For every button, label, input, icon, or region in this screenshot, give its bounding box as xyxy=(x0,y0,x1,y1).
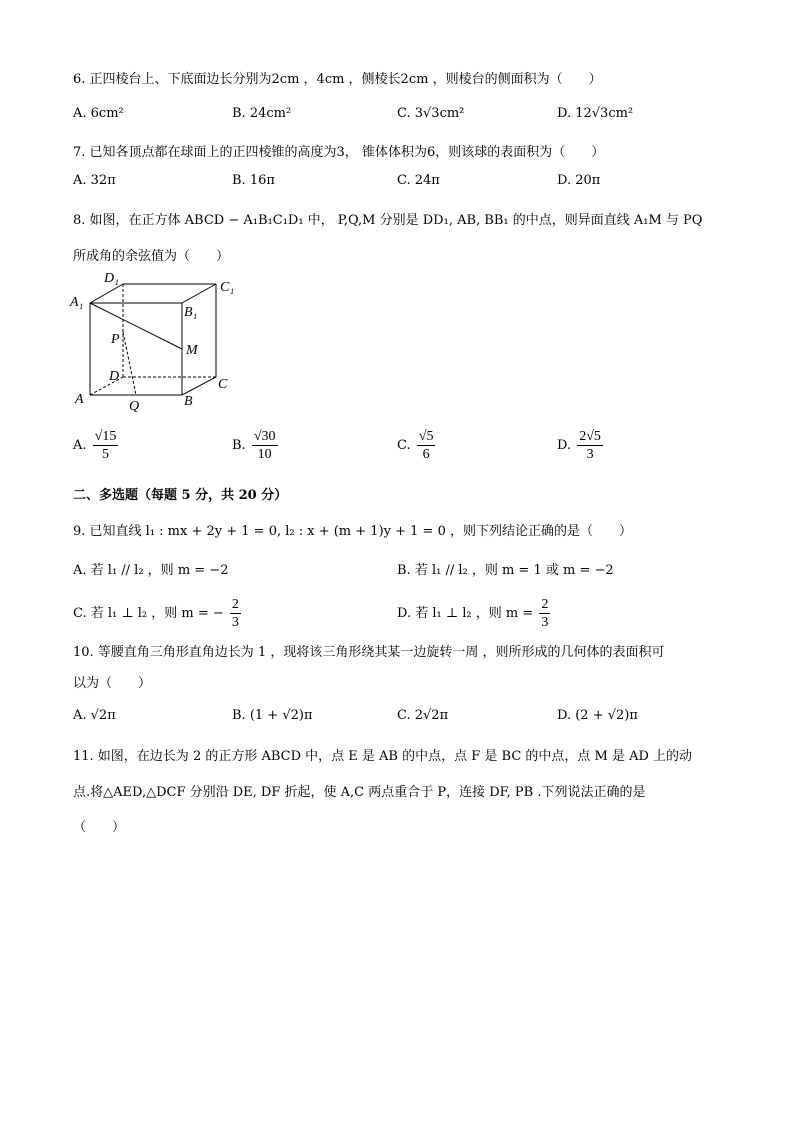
q6-option-a: A. 6cm² xyxy=(73,106,124,121)
section-2-heading: 二、多选题（每题 5 分，共 20 分） xyxy=(73,488,288,503)
label-C1: C₁ xyxy=(220,280,235,295)
label-D1: D₁ xyxy=(104,271,119,286)
question-11-stem-line2: 点.将△AED,△DCF 分别沿 DE, DF 折起，使 A,C 两点重合于 P，连接 DF, PB .下列说法正确的是 xyxy=(73,785,646,800)
q7-option-c: C. 24π xyxy=(397,173,440,188)
question-8-stem-line1: 8. 如图，在正方体 ABCD − A₁B₁C₁D₁ 中， P,Q,M 分别是 DD₁, AB, BB₁ 的中点，则异面直线 A₁M 与 PQ xyxy=(73,213,703,228)
q8-option-a-label: A. xyxy=(73,438,87,453)
q8-option-b-label: B. xyxy=(232,438,246,453)
q9-option-d-fraction xyxy=(539,596,550,631)
q10-option-c: C. 2√2π xyxy=(397,708,449,723)
q8-option-d-label: D. xyxy=(557,438,572,453)
q9-option-c-text: C. 若 l₁ ⊥ l₂ ，则 m = − xyxy=(73,606,224,621)
q8-option-b-num: √30 xyxy=(253,429,276,444)
q8-option-a-num: √15 xyxy=(94,429,117,444)
q10-option-d: D. (2 + √2)π xyxy=(557,708,638,723)
question-6-stem: 6. 正四棱台上、下底面边长分别为2cm ，4cm ，侧棱长2cm ，则棱台的侧面积为（ ） xyxy=(73,72,602,87)
q7-option-a: A. 32π xyxy=(73,173,116,188)
q8-option-b-den: 10 xyxy=(257,447,272,462)
q8-option-b xyxy=(232,428,278,463)
q9-option-c-num: 2 xyxy=(231,597,239,612)
label-B: B xyxy=(184,394,193,409)
question-11-stem-line1: 11. 如图，在边长为 2 的正方形 ABCD 中，点 E 是 AB 的中点，点 F 是 BC 的中点，点 M 是 AD 上的动 xyxy=(73,749,693,764)
question-7-stem: 7. 已知各顶点都在球面上的正四棱锥的高度为3， 锥体体积为6，则该球的表面积为（ ） xyxy=(73,145,605,160)
q9-option-c-fraction xyxy=(230,596,241,631)
q8-option-c-num: √5 xyxy=(418,429,434,444)
label-M: M xyxy=(186,343,198,358)
q8-option-d-den: 3 xyxy=(586,447,594,462)
question-8-stem-line2: 所成角的余弦值为（ ） xyxy=(73,249,230,264)
q9-option-d-num: 2 xyxy=(541,597,549,612)
label-C: C xyxy=(218,377,228,392)
q9-option-d xyxy=(397,596,550,631)
q10-option-b: B. (1 + √2)π xyxy=(232,708,313,723)
q8-option-a-den: 5 xyxy=(102,447,110,462)
q6-option-d: D. 12√3cm² xyxy=(557,106,634,121)
q8-option-a-fraction xyxy=(93,428,119,463)
q6-option-b: B. 24cm² xyxy=(232,106,292,121)
q8-option-c-label: C. xyxy=(397,438,411,453)
q9-option-c-den: 3 xyxy=(231,615,239,630)
question-11-stem-line3: （ ） xyxy=(73,820,126,835)
q9-option-c xyxy=(73,596,241,631)
label-D: D xyxy=(109,369,120,384)
label-B1: B₁ xyxy=(184,305,198,320)
label-Q: Q xyxy=(129,399,140,414)
q8-option-c xyxy=(397,428,435,463)
q8-option-c-fraction xyxy=(417,428,436,463)
q7-option-b: B. 16π xyxy=(232,173,275,188)
q8-option-a xyxy=(73,428,118,463)
q7-option-d: D. 20π xyxy=(557,173,601,188)
question-10-stem-line2: 以为（ ） xyxy=(73,676,152,691)
question-10-stem-line1: 10. 等腰直角三角形直角边长为 1 ，现将该三角形绕其某一边旋转一周 ，则所形成的几何体的表面积可 xyxy=(73,645,665,660)
label-A: A xyxy=(75,392,84,407)
q10-option-a: A. √2π xyxy=(73,708,116,723)
q9-option-d-den: 3 xyxy=(541,615,549,630)
label-P: P xyxy=(111,332,120,347)
q8-option-d-fraction xyxy=(577,428,603,463)
q8-option-b-fraction xyxy=(252,428,278,463)
q6-option-c: C. 3√3cm² xyxy=(397,106,465,121)
q8-option-c-den: 6 xyxy=(422,447,430,462)
q8-option-d-num: 2√5 xyxy=(579,429,601,444)
q9-option-d-text: D. 若 l₁ ⊥ l₂ ，则 m = xyxy=(397,606,534,621)
q9-option-b: B. 若 l₁ // l₂ ，则 m = 1 或 m = −2 xyxy=(397,563,614,578)
label-A1: A₁ xyxy=(70,295,84,310)
q8-option-d xyxy=(557,428,603,463)
q9-option-a: A. 若 l₁ // l₂ ，则 m = −2 xyxy=(73,563,229,578)
question-9-stem: 9. 已知直线 l₁ : mx + 2y + 1 = 0, l₂ : x + (m + 1)y + 1 = 0 ，则下列结论正确的是（ ） xyxy=(73,524,632,539)
cube-figure xyxy=(66,270,246,415)
